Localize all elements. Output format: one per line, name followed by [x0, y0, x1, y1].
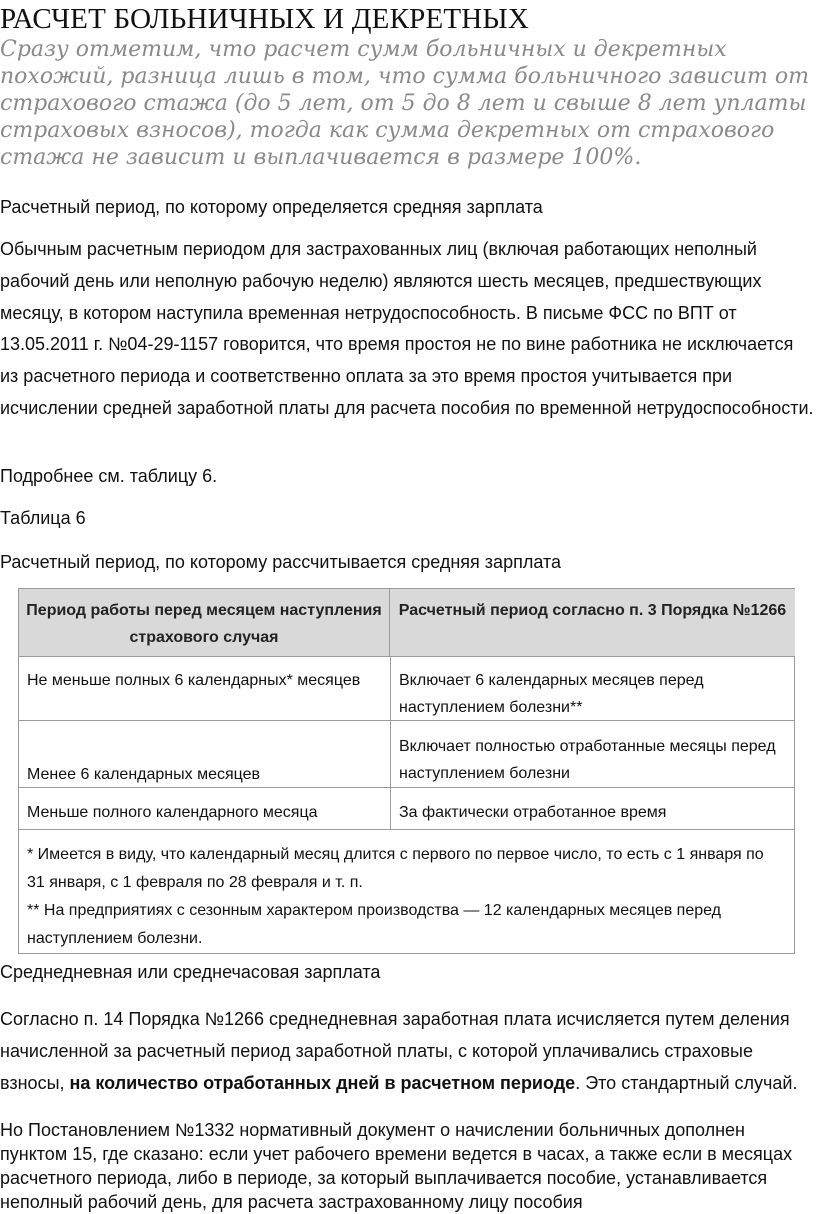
table-column-divider: [390, 656, 391, 804]
table-divider: [19, 787, 794, 788]
lead-paragraph: Сразу отметим, что расчет сумм больничных и декретных похожий, разница лишь в том, что сумма больничного зависит от страхового стажа (до 5 лет, от 5 до 8 лет и свыше 8 лет уплаты страховых взносов), тогда как сумма декретных от страхового стажа не зависит и выплачивается в размере 100%.: [0, 37, 809, 170]
paragraph-calculation-period: Обычным расчетным периодом для застрахованных лиц (включая работающих неполный рабочий день или неполную рабочую неделю) являются шесть месяцев, предшествующих месяцу, в котором наступила временная нетрудоспособность. В письме ФСС по ВПТ от 13.05.2011 г. №04-29-1157 говорится, что время простоя не по вине работника не исключается из расчетного периода и соответственно оплата за это время простоя учитывается при исчислении средней заработной платы для расчета пособия по временной нетрудоспособности.: [0, 239, 814, 418]
page-title: РАСЧЕТ БОЛЬНИЧНЫХ И ДЕКРЕТНЫХ: [0, 3, 530, 35]
table-footnote: ** На предприятиях с сезонным характером производства — 12 календарных месяцев перед наступлением болезни.: [27, 902, 722, 947]
table-column-divider: [390, 787, 391, 829]
table-cell: Менее 6 календарных месяцев: [27, 766, 261, 783]
table-cell: Включает 6 календарных месяцев перед наступлением болезни**: [399, 672, 704, 716]
table-header-work-period: Период работы перед месяцем наступления страхового случая: [19, 589, 390, 656]
table-cell: За фактически отработанное время: [399, 804, 667, 821]
see-more-text: Подробнее см. таблицу 6.: [0, 466, 218, 486]
paragraph-text: . Это стандартный случай.: [575, 1073, 798, 1093]
section-heading-daily-wage: Среднедневная или среднечасовая зарплата: [0, 962, 381, 982]
table-cell: Меньше полного календарного месяца: [27, 804, 318, 821]
table-footnote: * Имеется в виду, что календарный месяц длится с первого по первое число, то есть с 1 января по 31 января, с 1 февраля по 28 февраля и т. п.: [27, 846, 764, 891]
table-divider: [19, 829, 794, 830]
table-divider: [19, 720, 794, 721]
paragraph-text: Согласно п. 14 Порядка №1266 среднедневная заработная плата исчисляется путем деления начисленной за расчетный период заработной платы, с которой уплачивались страховые взносы,: [0, 1009, 790, 1093]
table-header-calculation-period: Расчетный период согласно п. 3 Порядка №1266: [390, 589, 795, 656]
table-caption: Расчетный период, по которому рассчитывается средняя зарплата: [0, 552, 561, 572]
paragraph-emphasis: на количество отработанных дней в расчетном периоде: [69, 1073, 576, 1093]
paragraph-resolution-1332: Но Постановлением №1332 нормативный документ о начислении больничных дополнен пунктом 15, где сказано: если учет рабочего времени ведется в часах, а также если в месяцах расчетного периода, либо в периоде, за который выплачивается пособие, устанавливается неполный рабочий день, для расчета застрахованному лицу пособия: [0, 1120, 793, 1212]
calculation-period-table: [18, 588, 795, 954]
table-cell: Не меньше полных 6 календарных* месяцев: [27, 672, 361, 689]
table-label: Таблица 6: [0, 508, 86, 528]
section-heading-calculation-period: Расчетный период, по которому определяется средняя зарплата: [0, 197, 543, 217]
table-cell: Включает полностью отработанные месяцы перед наступлением болезни: [399, 738, 776, 782]
paragraph-daily-wage: [0, 1003, 810, 1099]
table-divider: [19, 656, 794, 657]
